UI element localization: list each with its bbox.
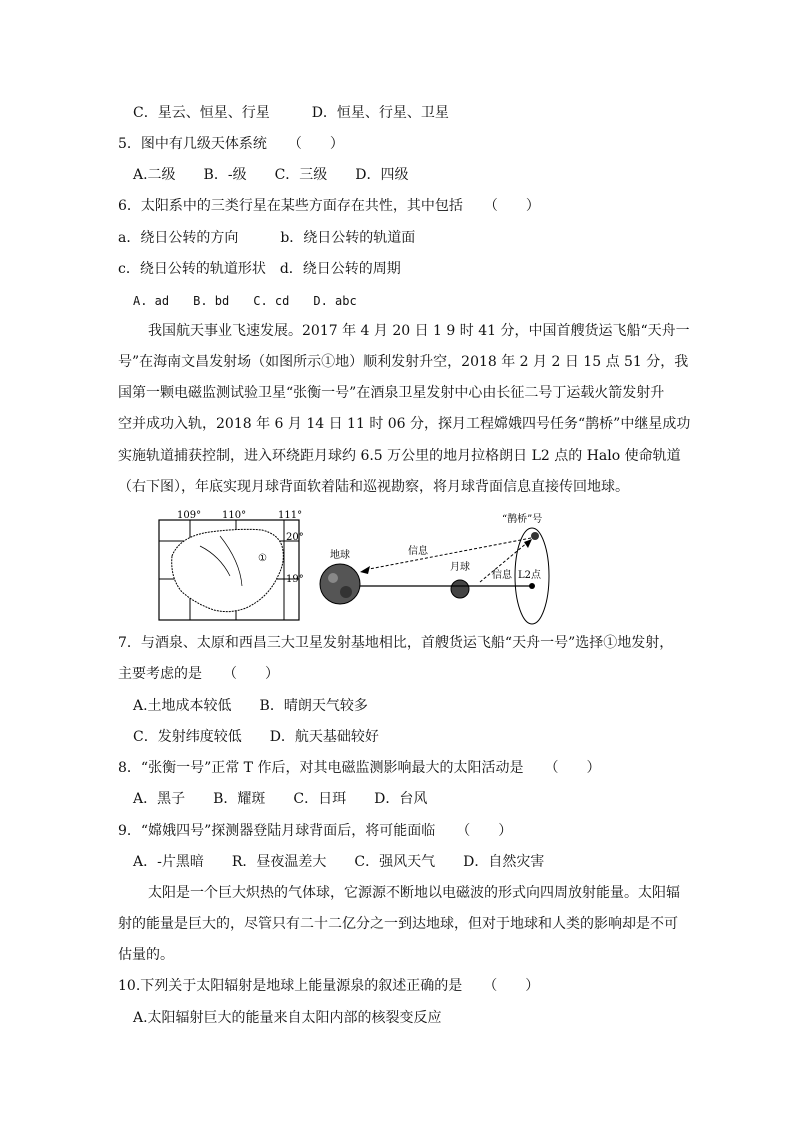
map-lon-label-111: 111° xyxy=(278,510,303,521)
map-lat-label-19: 19° xyxy=(286,574,304,585)
moon xyxy=(451,580,469,598)
question-8: 8．“张衡一号”正常 T 作后，对其电磁监测影响最大的太阳活动是 （ ） xyxy=(118,760,601,776)
question-6-item-ab: a．绕日公转的方向 b．绕日公转的轨道面 xyxy=(118,230,416,246)
question-10: 10.下列关于太阳辐射是地球上能量源泉的叙述正确的是 （ ） xyxy=(118,978,540,994)
question-7-line-2: 主要考虑的是 （ ） xyxy=(118,666,279,682)
passage-1-line-3: 国第一颗电磁监测试验卫星“张衡一号”在酒泉卫星发射中心由长征二号丁运载火箭发射升 xyxy=(118,385,665,401)
question-5: 5．图中有几级天体系统 （ ） xyxy=(118,136,344,152)
passage-1-line-5: 实施轨道捕获控制，进入环绕距月球约 6.5 万公里的地月拉格朗日 L2 点的 Halo 使命轨道 xyxy=(118,448,681,464)
passage-1-line-6: （右下图），年底实现月球背面软着陆和巡视勘察，将月球背面信息直接传回地球。 xyxy=(118,479,629,495)
passage-2-line-1: 太阳是一个巨大炽热的气体球，它源源不断地以电磁波的形式向四周放射能量。太阳辐 xyxy=(148,885,680,901)
question-7-options-ab: A.土地成本较低 B．晴朗天气较多 xyxy=(133,698,368,714)
map-lon-label-110: 110° xyxy=(222,510,247,521)
passage-1-line-2: 号”在海南文昌发射场（如图所示①地）顺利发射升空，2018 年 2 月 2 日 15 点 51 分，我 xyxy=(118,354,689,370)
question-6-options: A. ad B. bd C. cd D. abc xyxy=(133,294,357,308)
map-lon-label-109: 109° xyxy=(177,510,202,521)
l2-label: L2点 xyxy=(518,570,542,581)
earth xyxy=(320,564,360,604)
question-6: 6．太阳系中的三类行星在某些方面存在共性，其中包括 （ ） xyxy=(118,198,540,214)
question-10-option-a: A.太阳辐射巨大的能量来自太阳内部的核裂变反应 xyxy=(133,1010,442,1026)
hainan-map xyxy=(159,510,304,620)
earth-label: 地球 xyxy=(330,550,350,561)
figure-area xyxy=(150,506,590,630)
relay-satellite xyxy=(531,532,539,540)
relay-satellite-label: “鹊桥”号 xyxy=(502,514,543,525)
question-9: 9．“嫦娥四号”探测器登陆月球背面后，将可能面临 （ ） xyxy=(118,823,513,839)
passage-2-line-2: 射的能量是巨大的，尽管只有二十二亿分之一到达地球，但对于地球和人类的影响却是不可 xyxy=(118,916,678,932)
passage-1-line-1: 我国航天事业飞速发展。2017 年 4 月 20 日 1 9 时 41 分，中国首艘货运飞船“天舟一 xyxy=(148,323,690,339)
map-lat-label-20: 20° xyxy=(286,532,304,543)
question-6-item-cd: c．绕日公转的轨道形状 d．绕日公转的周期 xyxy=(118,261,401,277)
info-label-moon: 信息 xyxy=(492,570,512,581)
passage-1-line-4: 空并成功入轨，2018 年 6 月 14 日 11 时 06 分，探月工程嫦娥四号任务“鹊桥”中继星成功 xyxy=(118,416,691,432)
launch-site-marker: ① xyxy=(258,553,267,564)
question-7-line-1: 7．与酒泉、太原和西昌三大卫星发射基地相比，首艘货运飞船“天舟一号”选择①地发射， xyxy=(118,635,674,651)
orbit-diagram xyxy=(320,512,549,624)
info-label-earth: 信息 xyxy=(408,546,428,557)
option-line-c-d: C．星云、恒星、行星 D．恒星、行星、卫星 xyxy=(133,105,449,121)
question-9-options: A．-片黑暗 R．昼夜温差大 C．强风天气 D．自然灾害 xyxy=(133,854,545,870)
question-7-options-cd: C．发射纬度较低 D．航天基础较好 xyxy=(133,729,379,745)
l2-point xyxy=(529,583,535,589)
question-5-options: A.二级 B．-级 C．三级 D．四级 xyxy=(133,167,409,183)
moon-label: 月球 xyxy=(450,562,470,573)
question-8-options: A．黑子 B．耀斑 C．日珥 D．台风 xyxy=(133,791,428,807)
passage-2-line-3: 估量的。 xyxy=(118,947,174,963)
